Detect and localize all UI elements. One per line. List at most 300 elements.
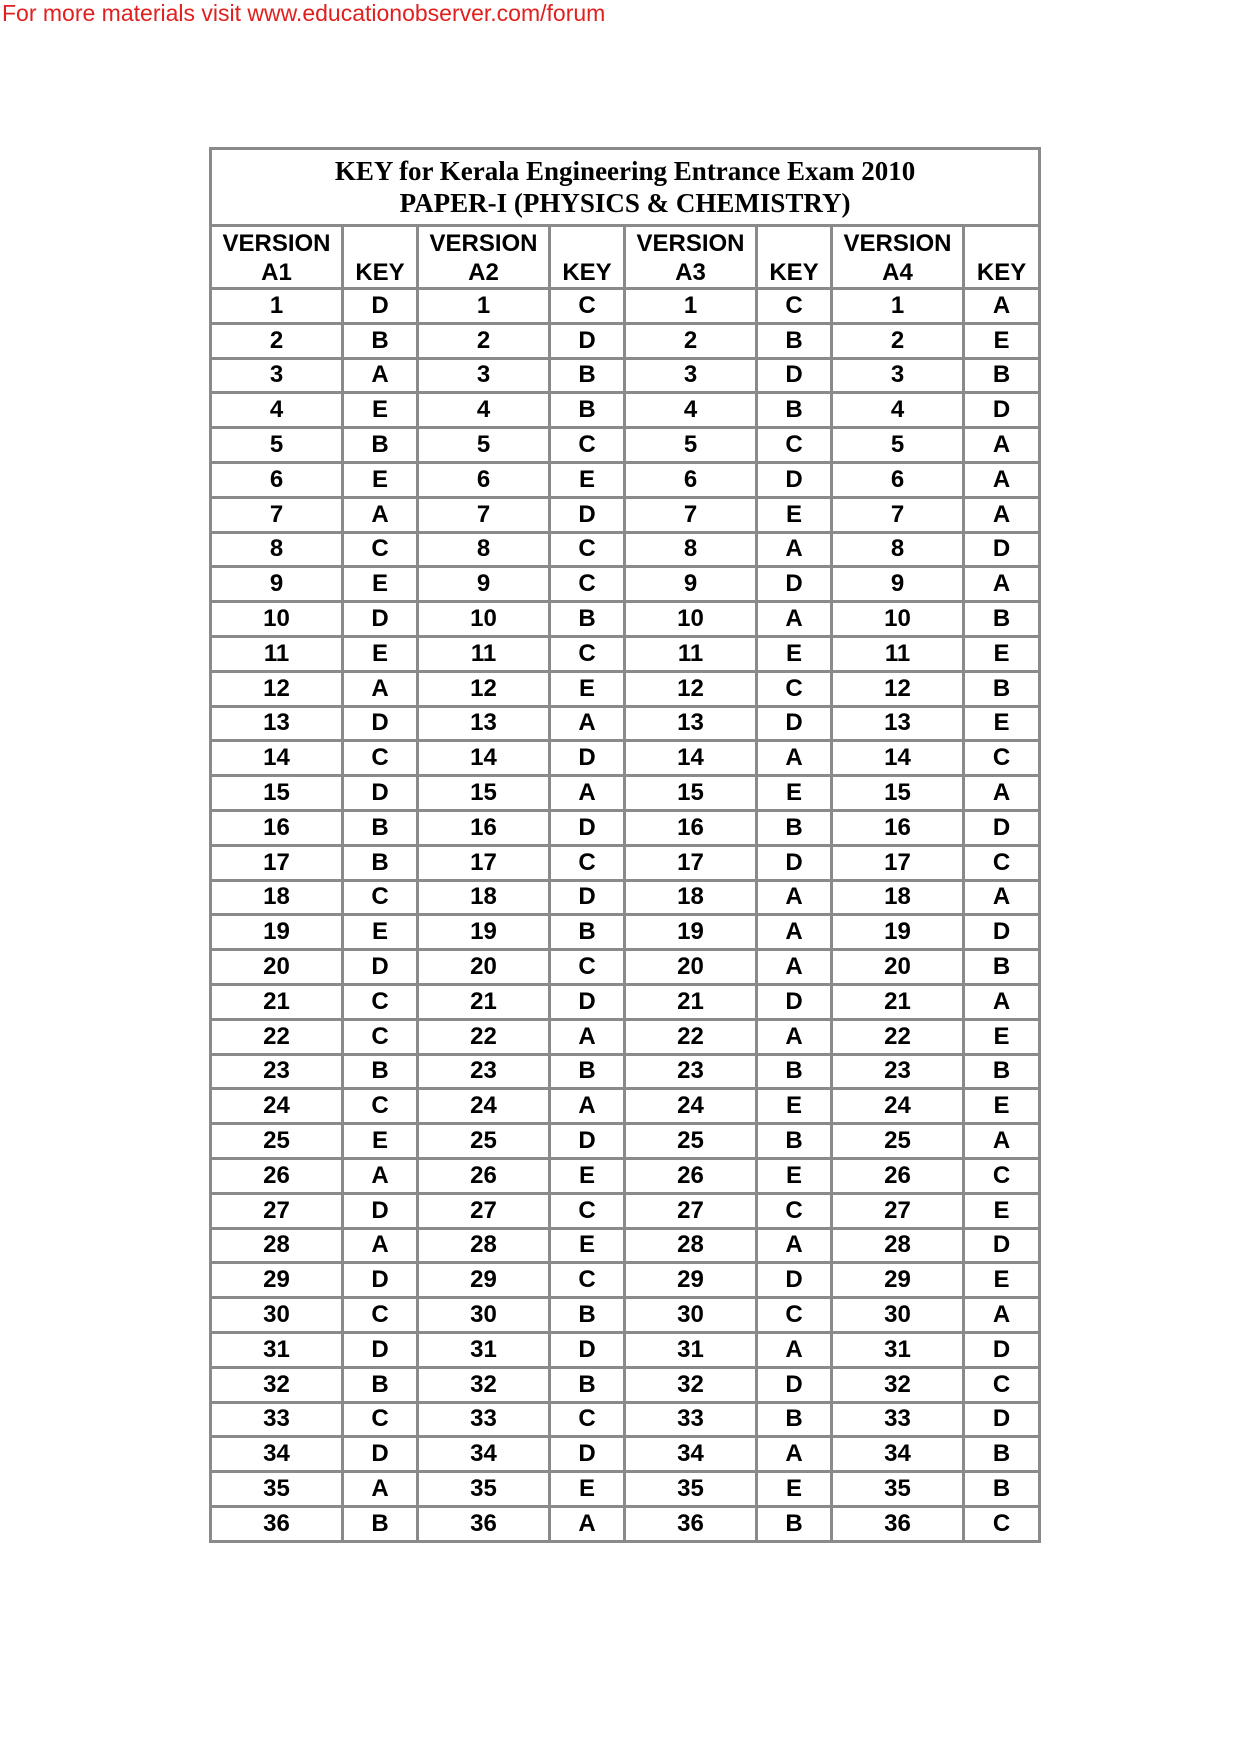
question-number: 2 — [211, 323, 343, 358]
question-number: 36 — [211, 1506, 343, 1541]
answer-key: A — [757, 602, 832, 637]
question-number: 34 — [418, 1437, 550, 1472]
question-number: 23 — [832, 1054, 964, 1089]
header-line-1: VERSION — [843, 230, 952, 257]
question-number: 17 — [832, 845, 964, 880]
question-number: 14 — [211, 741, 343, 776]
answer-key: B — [550, 358, 625, 393]
question-number: 28 — [832, 1228, 964, 1263]
header-line-2: A4 — [882, 259, 913, 286]
version-header — [211, 226, 343, 289]
question-number: 2 — [625, 323, 757, 358]
table-row — [211, 706, 1040, 741]
question-number: 13 — [625, 706, 757, 741]
table-row — [211, 323, 1040, 358]
answer-key: C — [964, 1158, 1040, 1193]
question-number: 21 — [418, 984, 550, 1019]
answer-key: D — [757, 845, 832, 880]
question-number: 4 — [625, 393, 757, 428]
key-header — [343, 226, 418, 289]
answer-key: B — [550, 393, 625, 428]
question-number: 11 — [832, 636, 964, 671]
question-number: 32 — [211, 1367, 343, 1402]
question-number: 3 — [832, 358, 964, 393]
question-number: 25 — [832, 1124, 964, 1159]
answer-key: B — [964, 602, 1040, 637]
answer-key: A — [550, 1019, 625, 1054]
answer-key: C — [550, 428, 625, 463]
question-number: 33 — [625, 1402, 757, 1437]
answer-key: B — [343, 1506, 418, 1541]
header-line-2: KEY — [769, 259, 819, 286]
answer-key: C — [343, 1089, 418, 1124]
question-number: 2 — [832, 323, 964, 358]
question-number: 29 — [211, 1263, 343, 1298]
header-line-1 — [965, 229, 1038, 258]
answer-key: A — [757, 1437, 832, 1472]
answer-key: B — [343, 1367, 418, 1402]
question-number: 21 — [625, 984, 757, 1019]
question-number: 28 — [418, 1228, 550, 1263]
answer-key: E — [550, 671, 625, 706]
table-row — [211, 915, 1040, 950]
answer-key: D — [550, 323, 625, 358]
answer-key: C — [964, 845, 1040, 880]
table-row — [211, 1054, 1040, 1089]
question-number: 4 — [418, 393, 550, 428]
answer-key: D — [343, 950, 418, 985]
answer-key: A — [757, 532, 832, 567]
answer-key: D — [343, 1437, 418, 1472]
question-number: 9 — [211, 567, 343, 602]
question-number: 35 — [418, 1472, 550, 1507]
answer-key: B — [550, 1298, 625, 1333]
answer-key: A — [343, 1158, 418, 1193]
question-number: 1 — [832, 289, 964, 324]
answer-key: E — [550, 1158, 625, 1193]
header-line-1 — [758, 229, 830, 258]
question-number: 36 — [832, 1506, 964, 1541]
answer-key: A — [757, 950, 832, 985]
table-row — [211, 602, 1040, 637]
key-body — [211, 289, 1040, 1542]
question-number: 18 — [211, 880, 343, 915]
answer-key: E — [343, 1124, 418, 1159]
question-number: 24 — [211, 1089, 343, 1124]
answer-key: E — [757, 1089, 832, 1124]
answer-key: D — [343, 1332, 418, 1367]
question-number: 19 — [625, 915, 757, 950]
question-number: 15 — [211, 776, 343, 811]
answer-key: C — [964, 1506, 1040, 1541]
question-number: 11 — [211, 636, 343, 671]
header-line-1: VERSION — [636, 230, 745, 257]
answer-key: A — [757, 1228, 832, 1263]
question-number: 35 — [625, 1472, 757, 1507]
question-number: 19 — [418, 915, 550, 950]
question-number: 28 — [625, 1228, 757, 1263]
question-number: 30 — [832, 1298, 964, 1333]
answer-key: D — [343, 706, 418, 741]
question-number: 13 — [832, 706, 964, 741]
version-header — [832, 226, 964, 289]
answer-key: A — [550, 706, 625, 741]
answer-key: D — [964, 1402, 1040, 1437]
answer-key: A — [757, 1019, 832, 1054]
question-number: 6 — [625, 462, 757, 497]
key-header — [550, 226, 625, 289]
question-number: 5 — [625, 428, 757, 463]
answer-key: E — [757, 497, 832, 532]
question-number: 23 — [418, 1054, 550, 1089]
question-number: 15 — [832, 776, 964, 811]
key-header — [757, 226, 832, 289]
question-number: 12 — [832, 671, 964, 706]
answer-key: C — [343, 1402, 418, 1437]
question-number: 19 — [211, 915, 343, 950]
header-line-2: KEY — [976, 259, 1027, 286]
question-number: 22 — [418, 1019, 550, 1054]
header-line-1 — [344, 229, 416, 258]
answer-key: E — [757, 1158, 832, 1193]
question-number: 7 — [211, 497, 343, 532]
table-row — [211, 1089, 1040, 1124]
question-number: 22 — [211, 1019, 343, 1054]
answer-key: C — [343, 984, 418, 1019]
question-number: 14 — [625, 741, 757, 776]
question-number: 16 — [211, 810, 343, 845]
table-row — [211, 845, 1040, 880]
answer-key: E — [343, 393, 418, 428]
question-number: 29 — [832, 1263, 964, 1298]
answer-key: D — [550, 1124, 625, 1159]
answer-key: E — [757, 636, 832, 671]
answer-key: B — [964, 1472, 1040, 1507]
header-row — [211, 226, 1040, 289]
question-number: 12 — [418, 671, 550, 706]
question-number: 14 — [832, 741, 964, 776]
answer-key: C — [964, 741, 1040, 776]
question-number: 3 — [211, 358, 343, 393]
answer-key: B — [343, 323, 418, 358]
answer-key: B — [757, 1402, 832, 1437]
answer-key: A — [964, 880, 1040, 915]
answer-key: A — [343, 358, 418, 393]
table-row — [211, 1402, 1040, 1437]
question-number: 36 — [625, 1506, 757, 1541]
answer-key: A — [550, 776, 625, 811]
question-number: 7 — [625, 497, 757, 532]
answer-key: B — [757, 393, 832, 428]
question-number: 24 — [418, 1089, 550, 1124]
table-row — [211, 567, 1040, 602]
question-number: 36 — [418, 1506, 550, 1541]
answer-key: A — [343, 671, 418, 706]
table-row — [211, 1472, 1040, 1507]
answer-key: D — [964, 532, 1040, 567]
question-number: 4 — [832, 393, 964, 428]
question-number: 34 — [625, 1437, 757, 1472]
question-number: 34 — [211, 1437, 343, 1472]
answer-key: E — [964, 1089, 1040, 1124]
answer-key: D — [550, 497, 625, 532]
question-number: 9 — [418, 567, 550, 602]
question-number: 31 — [211, 1332, 343, 1367]
answer-key: C — [757, 1298, 832, 1333]
header-line-2: A3 — [675, 259, 706, 286]
question-number: 25 — [625, 1124, 757, 1159]
question-number: 29 — [418, 1263, 550, 1298]
question-number: 5 — [211, 428, 343, 463]
table-row — [211, 1298, 1040, 1333]
table-row — [211, 741, 1040, 776]
table-row — [211, 1193, 1040, 1228]
header-line-1: VERSION — [222, 230, 331, 257]
question-number: 5 — [832, 428, 964, 463]
answer-key: D — [757, 984, 832, 1019]
table-row — [211, 497, 1040, 532]
answer-key: C — [343, 1298, 418, 1333]
question-number: 1 — [211, 289, 343, 324]
question-number: 26 — [418, 1158, 550, 1193]
question-number: 13 — [211, 706, 343, 741]
answer-key: B — [550, 602, 625, 637]
question-number: 8 — [832, 532, 964, 567]
answer-key: A — [550, 1089, 625, 1124]
table-row — [211, 810, 1040, 845]
answer-key: C — [343, 1019, 418, 1054]
question-number: 9 — [832, 567, 964, 602]
answer-key: B — [757, 1054, 832, 1089]
table-row — [211, 671, 1040, 706]
question-number: 9 — [625, 567, 757, 602]
answer-key: A — [964, 1124, 1040, 1159]
question-number: 18 — [418, 880, 550, 915]
question-number: 15 — [625, 776, 757, 811]
question-number: 20 — [211, 950, 343, 985]
answer-key: C — [757, 671, 832, 706]
table-row — [211, 1228, 1040, 1263]
answer-key: C — [550, 1193, 625, 1228]
answer-key: D — [343, 776, 418, 811]
answer-key: C — [550, 567, 625, 602]
answer-key: A — [343, 497, 418, 532]
question-number: 13 — [418, 706, 550, 741]
question-number: 8 — [625, 532, 757, 567]
question-number: 16 — [418, 810, 550, 845]
table-row — [211, 532, 1040, 567]
answer-key: C — [550, 950, 625, 985]
version-header — [625, 226, 757, 289]
table-row — [211, 880, 1040, 915]
question-number: 8 — [211, 532, 343, 567]
question-number: 33 — [832, 1402, 964, 1437]
table-row — [211, 1506, 1040, 1541]
answer-key: D — [343, 1263, 418, 1298]
question-number: 16 — [832, 810, 964, 845]
question-number: 31 — [418, 1332, 550, 1367]
question-number: 6 — [418, 462, 550, 497]
table-row — [211, 358, 1040, 393]
answer-key: A — [964, 289, 1040, 324]
answer-key: A — [757, 741, 832, 776]
answer-key: C — [550, 532, 625, 567]
question-number: 3 — [418, 358, 550, 393]
question-number: 11 — [418, 636, 550, 671]
answer-key: B — [964, 950, 1040, 985]
table-row — [211, 393, 1040, 428]
answer-key: D — [550, 880, 625, 915]
question-number: 10 — [625, 602, 757, 637]
question-number: 27 — [211, 1193, 343, 1228]
question-number: 30 — [625, 1298, 757, 1333]
table-row — [211, 1263, 1040, 1298]
answer-key: C — [964, 1367, 1040, 1402]
table-row — [211, 1124, 1040, 1159]
answer-key: E — [964, 636, 1040, 671]
question-number: 10 — [832, 602, 964, 637]
answer-key: B — [550, 1054, 625, 1089]
question-number: 19 — [832, 915, 964, 950]
question-number: 24 — [832, 1089, 964, 1124]
table-title — [211, 149, 1040, 226]
question-number: 26 — [211, 1158, 343, 1193]
question-number: 31 — [832, 1332, 964, 1367]
question-number: 14 — [418, 741, 550, 776]
answer-key: A — [757, 1332, 832, 1367]
answer-key: E — [550, 1472, 625, 1507]
answer-key: D — [343, 289, 418, 324]
question-number: 23 — [625, 1054, 757, 1089]
answer-key: A — [964, 462, 1040, 497]
question-number: 3 — [625, 358, 757, 393]
question-number: 15 — [418, 776, 550, 811]
answer-key: B — [757, 323, 832, 358]
answer-key: C — [550, 289, 625, 324]
answer-key: B — [343, 810, 418, 845]
question-number: 29 — [625, 1263, 757, 1298]
answer-key: A — [757, 915, 832, 950]
version-header — [418, 226, 550, 289]
question-number: 26 — [832, 1158, 964, 1193]
question-number: 8 — [418, 532, 550, 567]
question-number: 32 — [832, 1367, 964, 1402]
question-number: 11 — [625, 636, 757, 671]
question-number: 21 — [211, 984, 343, 1019]
title-line-1: KEY for Kerala Engineering Entrance Exam 2010 — [334, 156, 916, 186]
answer-key: E — [964, 1193, 1040, 1228]
answer-key: A — [964, 1298, 1040, 1333]
question-number: 35 — [832, 1472, 964, 1507]
table-row — [211, 950, 1040, 985]
answer-key: B — [964, 358, 1040, 393]
table-row — [211, 428, 1040, 463]
question-number: 12 — [211, 671, 343, 706]
question-number: 27 — [418, 1193, 550, 1228]
answer-key: B — [343, 1054, 418, 1089]
answer-key: B — [757, 810, 832, 845]
answer-key: E — [757, 776, 832, 811]
header-line-1: VERSION — [429, 230, 538, 257]
answer-key: C — [343, 880, 418, 915]
question-number: 22 — [625, 1019, 757, 1054]
answer-key: E — [343, 915, 418, 950]
answer-key: E — [550, 462, 625, 497]
answer-key: A — [964, 984, 1040, 1019]
header-line-2: A1 — [261, 259, 292, 286]
question-number: 17 — [418, 845, 550, 880]
key-header — [964, 226, 1040, 289]
question-number: 17 — [625, 845, 757, 880]
answer-key: D — [964, 810, 1040, 845]
answer-key: B — [964, 1054, 1040, 1089]
header-line-2: KEY — [355, 259, 405, 286]
answer-key: C — [550, 636, 625, 671]
question-number: 23 — [211, 1054, 343, 1089]
question-number: 2 — [418, 323, 550, 358]
question-number: 7 — [418, 497, 550, 532]
answer-key: D — [550, 1437, 625, 1472]
answer-key: C — [757, 428, 832, 463]
question-number: 33 — [418, 1402, 550, 1437]
answer-key: A — [964, 776, 1040, 811]
question-number: 26 — [625, 1158, 757, 1193]
answer-key: E — [757, 1472, 832, 1507]
question-number: 5 — [418, 428, 550, 463]
header-line-1 — [551, 229, 623, 258]
answer-key: E — [964, 323, 1040, 358]
question-number: 6 — [832, 462, 964, 497]
answer-key: D — [757, 462, 832, 497]
answer-key: D — [757, 706, 832, 741]
question-number: 35 — [211, 1472, 343, 1507]
table-row — [211, 1158, 1040, 1193]
table-row — [211, 1437, 1040, 1472]
question-number: 22 — [832, 1019, 964, 1054]
question-number: 28 — [211, 1228, 343, 1263]
answer-key: D — [757, 1367, 832, 1402]
table-row — [211, 462, 1040, 497]
answer-key-table — [209, 147, 1041, 1543]
answer-key: C — [550, 1263, 625, 1298]
answer-key: A — [550, 1506, 625, 1541]
question-number: 4 — [211, 393, 343, 428]
question-number: 7 — [832, 497, 964, 532]
answer-key: B — [343, 845, 418, 880]
question-number: 20 — [832, 950, 964, 985]
answer-key: D — [757, 358, 832, 393]
question-number: 20 — [625, 950, 757, 985]
answer-key: D — [343, 602, 418, 637]
answer-key: D — [550, 1332, 625, 1367]
answer-key: E — [964, 1019, 1040, 1054]
question-number: 32 — [625, 1367, 757, 1402]
question-number: 12 — [625, 671, 757, 706]
answer-key: B — [550, 1367, 625, 1402]
question-number: 16 — [625, 810, 757, 845]
question-number: 25 — [418, 1124, 550, 1159]
question-number: 33 — [211, 1402, 343, 1437]
table-row — [211, 1332, 1040, 1367]
answer-key: B — [343, 428, 418, 463]
answer-key: A — [964, 567, 1040, 602]
answer-key: B — [757, 1506, 832, 1541]
answer-key: E — [964, 706, 1040, 741]
table-row — [211, 636, 1040, 671]
question-number: 27 — [625, 1193, 757, 1228]
answer-key: E — [550, 1228, 625, 1263]
answer-key: B — [964, 671, 1040, 706]
